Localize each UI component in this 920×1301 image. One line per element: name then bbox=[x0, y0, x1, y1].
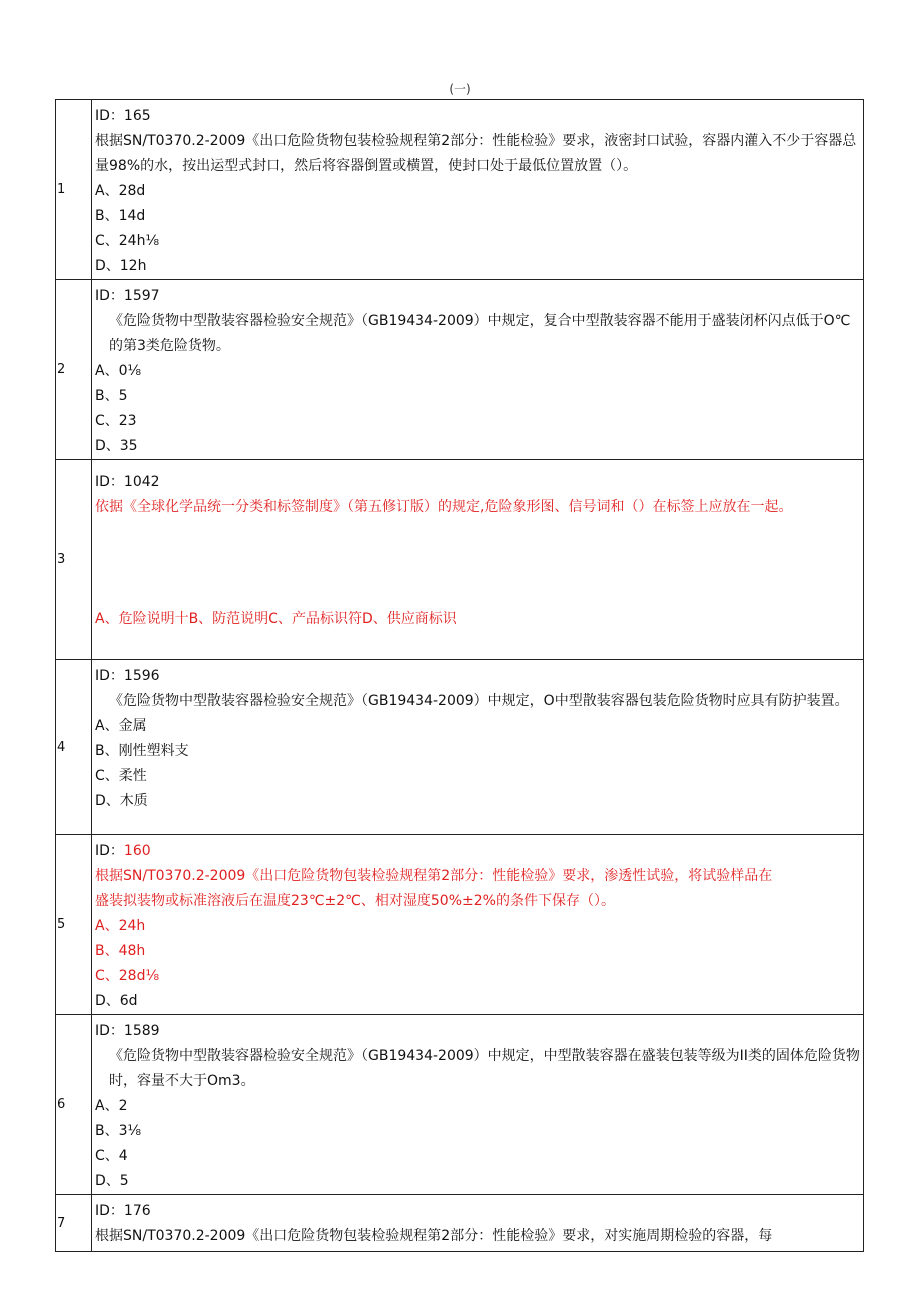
option-b: B、刚性塑料支 bbox=[95, 743, 189, 759]
option-a: A、28d bbox=[95, 183, 146, 199]
question-table bbox=[55, 99, 864, 1252]
section-title: (一) bbox=[449, 82, 471, 96]
option-c: C、23 bbox=[95, 413, 137, 429]
question-text: 根据SN/T0370.2-2009《出口危险货物包装检验规程第2部分：性能检验》要求，液密封口试验，容器内灌入不少于容器总量98%的水，按出运型式封口，然后将容器倒置或横置，使封口处于最低位置放置（）。 bbox=[95, 133, 857, 174]
option-d: D、12h bbox=[95, 258, 147, 274]
option-a: A、0⅛ bbox=[95, 363, 142, 379]
question-cell bbox=[92, 280, 864, 460]
id-label: ID： bbox=[95, 1023, 124, 1039]
question-text: 依据《全球化学品统一分类和标签制度》（第五修订版）的规定,危险象形图、信号词和（）在标签上应放在一起。 bbox=[95, 499, 793, 515]
question-id: 160 bbox=[123, 843, 151, 859]
id-label: ID： bbox=[95, 288, 124, 304]
id-label: ID： bbox=[95, 474, 124, 490]
question-id: 165 bbox=[123, 108, 151, 124]
id-label: ID： bbox=[95, 1203, 124, 1219]
question-id: 1596 bbox=[123, 668, 160, 684]
option-b: B、48h bbox=[95, 943, 146, 959]
option-d: D、6d bbox=[95, 993, 138, 1009]
question-number: 4 bbox=[56, 660, 92, 835]
option-b: B、3⅛ bbox=[95, 1123, 142, 1139]
question-cell bbox=[92, 835, 864, 1015]
question-text: 《危险货物中型散装容器检验安全规范》（GB19434-2009）中规定，O中型散装容器包装危险货物时应具有防护装置。 bbox=[109, 693, 849, 709]
question-text-line-1: 根据SN/T0370.2-2009《出口危险货物包装检验规程第2部分：性能检验》要求，渗透性试验，将试验样品在 bbox=[95, 868, 773, 884]
question-id: 176 bbox=[123, 1203, 151, 1219]
question-id: 1597 bbox=[123, 288, 160, 304]
question-text: 《危险货物中型散装容器检验安全规范》（GB19434-2009）中规定，中型散装容器在盛装包装等级为II类的固体危险货物时，容量不大于Om3。 bbox=[109, 1048, 860, 1089]
option-b: B、5 bbox=[95, 388, 128, 404]
option-b: B、14d bbox=[95, 208, 146, 224]
question-text: 《危险货物中型散装容器检验安全规范》（GB19434-2009）中规定，复合中型散装容器不能用于盛装闭杯闪点低于O℃的第3类危险货物。 bbox=[109, 313, 851, 354]
option-c: C、28d⅛ bbox=[95, 968, 160, 984]
question-number: 1 bbox=[56, 100, 92, 280]
question-number: 5 bbox=[56, 835, 92, 1015]
option-c: C、24h⅛ bbox=[95, 233, 160, 249]
question-number: 6 bbox=[56, 1015, 92, 1195]
id-label: ID： bbox=[95, 668, 124, 684]
id-label: ID： bbox=[95, 108, 124, 124]
id-label: ID： bbox=[95, 843, 124, 859]
question-cell bbox=[92, 460, 864, 660]
option-d: D、5 bbox=[95, 1173, 129, 1189]
question-text: 根据SN/T0370.2-2009《出口危险货物包装检验规程第2部分：性能检验》要求，对实施周期检验的容器，每 bbox=[95, 1228, 773, 1244]
question-cell bbox=[92, 660, 864, 835]
question-id: 1589 bbox=[123, 1023, 160, 1039]
question-number: 3 bbox=[56, 460, 92, 660]
table-row bbox=[56, 1195, 864, 1252]
option-a: A、24h bbox=[95, 918, 146, 934]
question-cell bbox=[92, 1015, 864, 1195]
table-row bbox=[56, 1015, 864, 1195]
option-c: C、4 bbox=[95, 1148, 128, 1164]
question-text-line-2: 盛装拟装物或标准溶液后在温度23℃±2℃、相对湿度50%±2%的条件下保存（）。 bbox=[95, 893, 615, 909]
question-id: 1042 bbox=[123, 474, 160, 490]
table-row bbox=[56, 280, 864, 460]
options-line: A、危险说明十B、防范说明C、产品标识符D、供应商标识 bbox=[95, 611, 457, 627]
question-number: 7 bbox=[56, 1195, 92, 1252]
option-a: A、金属 bbox=[95, 718, 147, 734]
question-cell bbox=[92, 100, 864, 280]
table-row bbox=[56, 100, 864, 280]
option-c: C、柔性 bbox=[95, 768, 147, 784]
table-row bbox=[56, 460, 864, 660]
option-d: D、35 bbox=[95, 438, 138, 454]
option-a: A、2 bbox=[95, 1098, 128, 1114]
table-row bbox=[56, 835, 864, 1015]
question-number: 2 bbox=[56, 280, 92, 460]
option-d: D、木质 bbox=[95, 793, 148, 809]
table-row bbox=[56, 660, 864, 835]
question-cell bbox=[92, 1195, 864, 1252]
